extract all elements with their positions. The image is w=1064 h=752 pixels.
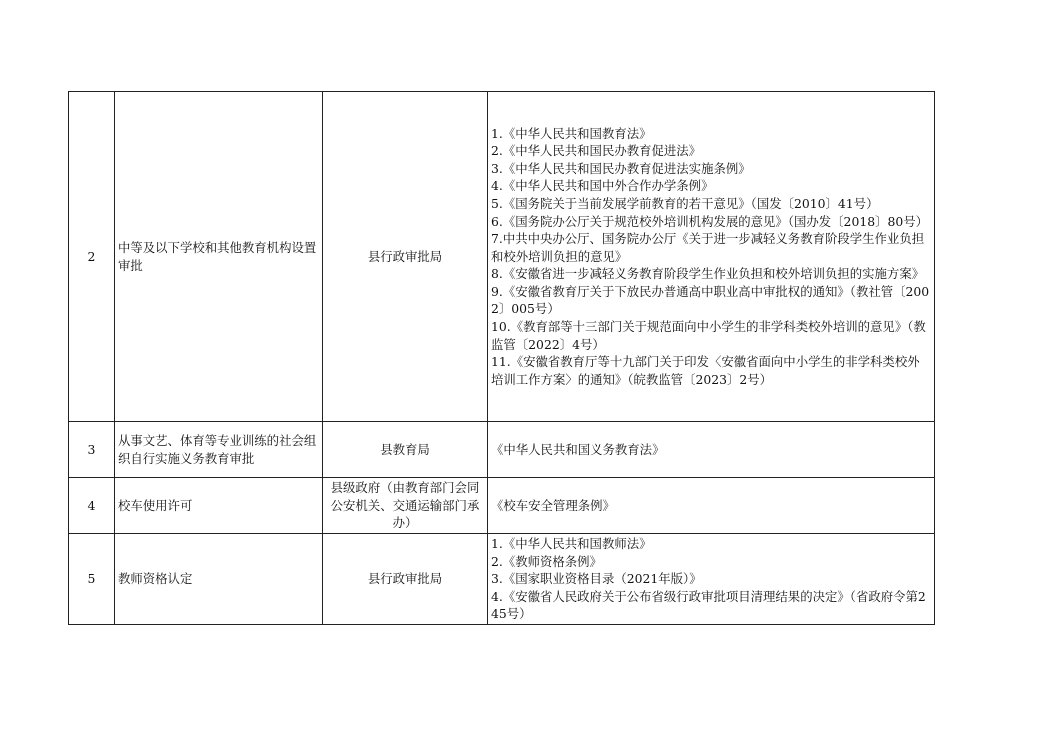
table-row bbox=[69, 422, 935, 478]
basis-line: 3.《中华人民共和国民办教育促进法实施条例》 bbox=[491, 160, 751, 176]
handling-department: 县级政府（由教育部门会同公安机关、交通运输部门承办） bbox=[323, 478, 488, 534]
row-number: 4 bbox=[69, 478, 115, 534]
basis-line: 1.《中华人民共和国教师法》 bbox=[491, 536, 652, 552]
item-name: 从事文艺、体育等专业训练的社会组织自行实施义务教育审批 bbox=[115, 422, 323, 478]
basis-line: 9.《安徽省教育厅关于下放民办普通高中职业高中审批权的通知》（教社管〔2002〕005号） bbox=[491, 283, 930, 317]
item-name: 教师资格认定 bbox=[115, 534, 323, 625]
basis-line: 11.《安徽省教育厅等十九部门关于印发〈安徽省面向中小学生的非学科类校外培训工作方案〉的通知》（皖教监管〔2023〕2号） bbox=[491, 354, 920, 387]
basis-line: 2.《教师资格条例》 bbox=[491, 553, 602, 569]
basis-line: 3.《国家职业资格目录（2021年版）》 bbox=[491, 571, 702, 587]
basis-line: 6.《国务院办公厅关于规范校外培训机构发展的意见》（国办发〔2018〕80号） bbox=[491, 213, 929, 229]
approval-items-table bbox=[68, 91, 935, 625]
legal-basis bbox=[488, 478, 935, 534]
handling-department: 县教育局 bbox=[323, 422, 488, 478]
row-number: 2 bbox=[69, 92, 115, 422]
legal-basis bbox=[488, 534, 935, 625]
legal-basis bbox=[488, 422, 935, 478]
basis-line: 2.《中华人民共和国民办教育促进法》 bbox=[491, 143, 702, 159]
basis-line: 8.《安徽省进一步减轻义务教育阶段学生作业负担和校外培训负担的实施方案》 bbox=[491, 266, 925, 282]
basis-line: 5.《国务院关于当前发展学前教育的若干意见》（国发〔2010〕41号） bbox=[491, 195, 879, 211]
table-row bbox=[69, 92, 935, 422]
basis-line: 4.《安徽省人民政府关于公布省级行政审批项目清理结果的决定》（省政府令第245号） bbox=[491, 588, 926, 622]
row-number: 5 bbox=[69, 534, 115, 625]
item-name: 中等及以下学校和其他教育机构设置审批 bbox=[115, 92, 323, 422]
table-row bbox=[69, 478, 935, 534]
row-number: 3 bbox=[69, 422, 115, 478]
basis-line: 《校车安全管理条例》 bbox=[491, 497, 615, 513]
handling-department: 县行政审批局 bbox=[323, 92, 488, 422]
legal-basis bbox=[488, 92, 935, 422]
basis-line: 《中华人民共和国义务教育法》 bbox=[491, 441, 665, 457]
handling-department: 县行政审批局 bbox=[323, 534, 488, 625]
basis-line: 10.《教育部等十三部门关于规范面向中小学生的非学科类校外培训的意见》（教监管〔2022〕4号） bbox=[491, 319, 926, 352]
table-row bbox=[69, 534, 935, 625]
basis-line: 1.《中华人民共和国教育法》 bbox=[491, 125, 652, 141]
basis-line: 7.中共中央办公厅、国务院办公厅《关于进一步减轻义务教育阶段学生作业负担和校外培训负担的意见》 bbox=[491, 231, 925, 264]
basis-line: 4.《中华人民共和国中外合作办学条例》 bbox=[491, 178, 714, 194]
item-name: 校车使用许可 bbox=[115, 478, 323, 534]
